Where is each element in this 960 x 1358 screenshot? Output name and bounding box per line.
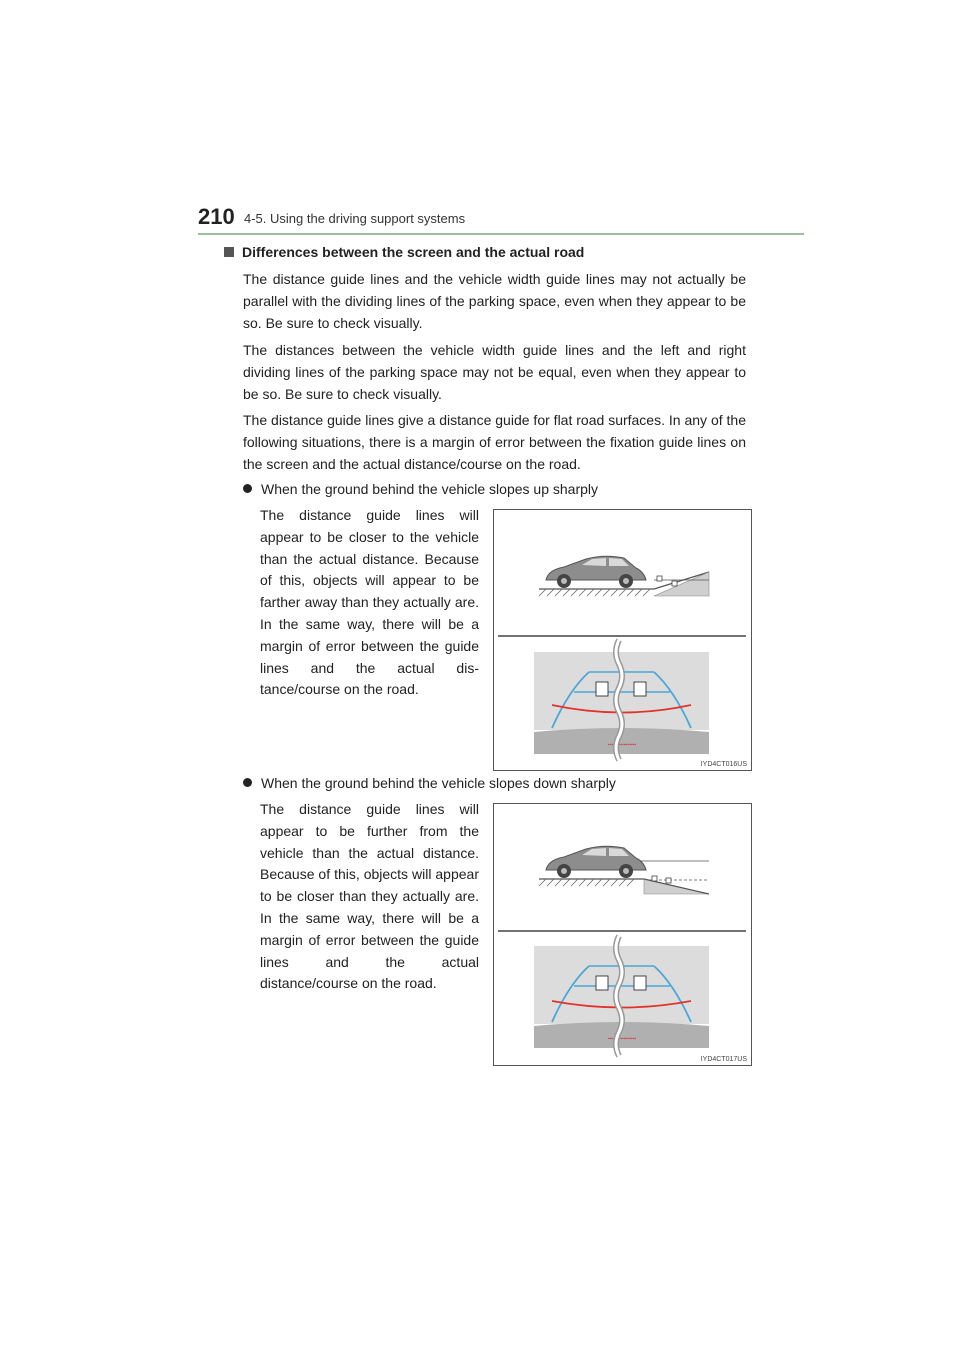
bullet-item [243,478,598,500]
item-description: The distance guide lines will appear to be further from the vehicle than the actual distance. Because of this, objects will appear to be closer than they actually are. In the same way, there will be a margin of error between the guide lines and the actual distance/course on the road. [260,801,479,992]
figure-code: IYD4CT017US [700,1056,747,1063]
header-divider [198,233,804,235]
paragraph: The distance guide lines and the vehicle width guide lines may not actually be parallel with the dividing lines of the parking space, even when they appear to be so. Be sure to check visually. [243,271,746,331]
figure-code: IYD4CT016US [700,761,747,768]
item-description: The distance guide lines will appear to be closer to the vehicle than the actual distance. Because of this, objects will appear to be farther away than they actually are. In the same way, there will be a margin of error between the guide lines and the actual dis-tance/course on the road. [260,507,479,698]
bullet-icon [243,778,252,787]
square-bullet-icon [224,247,234,257]
section-title: 4-5. Using the driving support systems [244,211,466,226]
page-number: 210 [198,204,235,229]
bullet-icon [243,484,252,493]
bullet-item [243,772,616,794]
slope-down-illustration [493,803,752,1066]
svg-text:▪▪▪▪▪▪▪▪▪▪▪▪▪▪▪▪: ▪▪▪▪▪▪▪▪▪▪▪▪▪▪▪▪ [607,1036,637,1042]
slope-up-illustration [493,509,752,771]
bullet-text: When the ground behind the vehicle slopes up sharply [261,481,598,497]
paragraph: The distance guide lines give a distance guide for flat road surfaces. In any of the following situations, there is a margin of error between the fixation guide lines on the screen and the actual distance/course on the road. [243,412,746,472]
page-header [198,200,804,238]
paragraph: The distances between the vehicle width guide lines and the left and right dividing lines of the parking space may not be equal, even when they appear to be so. Be sure to check visually. [243,342,746,402]
svg-text:▪▪▪▪▪▪▪▪▪▪▪▪▪▪▪▪: ▪▪▪▪▪▪▪▪▪▪▪▪▪▪▪▪ [607,742,637,748]
bullet-text: When the ground behind the vehicle slopes down sharply [261,775,616,791]
subsection-heading: Differences between the screen and the actual road [242,244,585,260]
